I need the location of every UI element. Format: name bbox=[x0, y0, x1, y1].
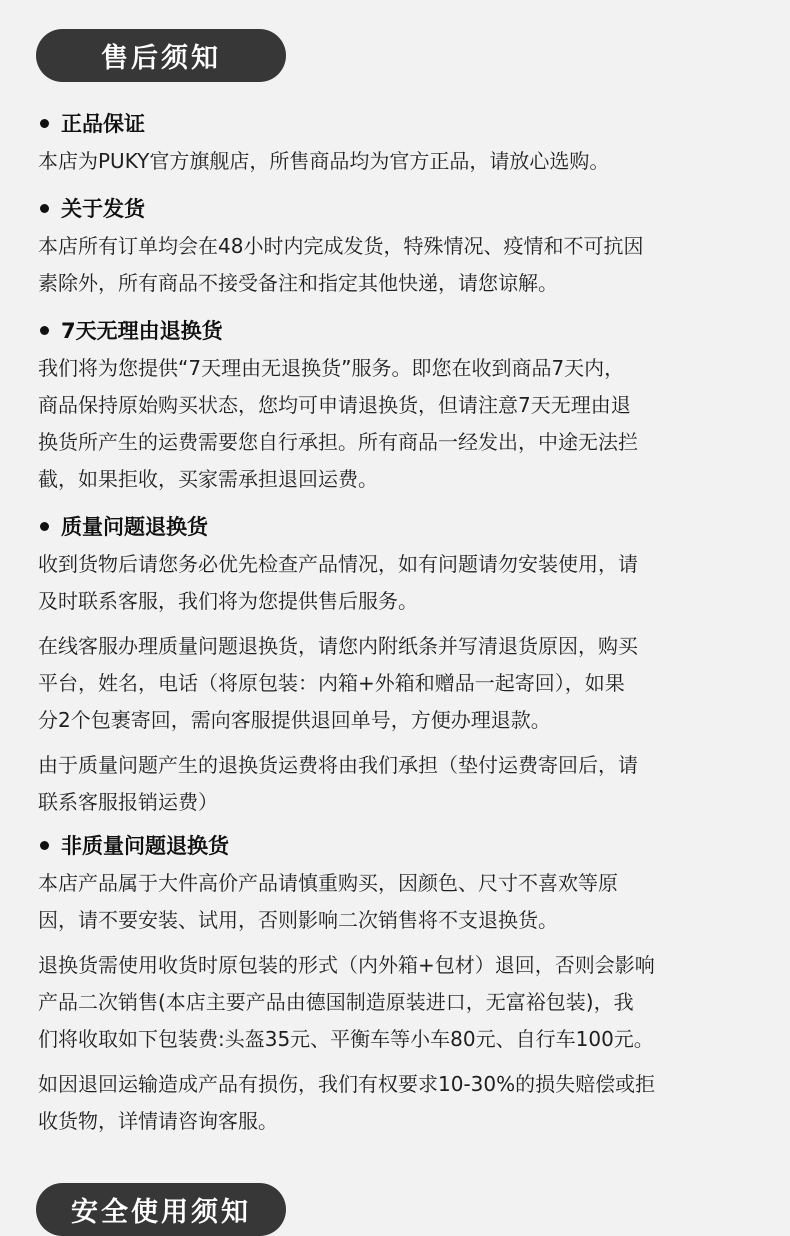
section-paragraph: 由于质量问题产生的退换货运费将由我们承担（垫付运费寄回后，请 联系客服报销运费） bbox=[38, 753, 638, 814]
section-7day-return bbox=[38, 310, 758, 498]
section-heading: 质量问题退换货 bbox=[38, 506, 758, 546]
section-heading: 正品保证 bbox=[38, 103, 758, 143]
section-paragraph: 我们将为您提供“7天理由无退换货”服务。即您在收到商品7天内， 商品保持原始购买状态，您均可申请退换货，但请注意7天无理由退 换货所产生的运费需要您自行承担。所有商品一经发出，中途无法拦 截，如果拒收，买家需承担退回运费。 bbox=[38, 356, 638, 491]
section-shipping bbox=[38, 188, 758, 302]
section-paragraph: 如因退回运输造成产品有损伤，我们有权要求10-30%的损失赔偿或拒 收货物，详情请咨询客服。 bbox=[38, 1072, 656, 1133]
section-paragraph: 在线客服办理质量问题退换货，请您内附纸条并写清退货原因，购买 平台，姓名，电话（将原包装：内箱+外箱和赠品一起寄回），如果 分2个包裹寄回，需向客服提供退回单号，方便办理退款。 bbox=[38, 634, 638, 732]
section-heading: 7天无理由退换货 bbox=[38, 310, 758, 350]
section-heading: 非质量问题退换货 bbox=[38, 825, 758, 865]
section-paragraph: 本店所有订单均会在48小时内完成发货，特殊情况、疫情和不可抗因 素除外，所有商品不接受备注和指定其他快递，请您谅解。 bbox=[38, 234, 644, 295]
section-quality-return bbox=[38, 506, 758, 821]
after-sales-title-badge bbox=[36, 29, 286, 82]
section-paragraph: 退换货需使用收货时原包装的形式（内外箱+包材）退回，否则会影响 产品二次销售(本店主要产品由德国制造原装进口，无富裕包装)，我 们将收取如下包装费:头盔35元、平衡车等小车80元、自行车100元。 bbox=[38, 953, 655, 1051]
section-non-quality-return bbox=[38, 825, 758, 1140]
safety-title-badge bbox=[36, 1183, 286, 1236]
safety-title: 安全使用须知 bbox=[71, 1197, 251, 1228]
bullet-icon bbox=[40, 326, 49, 335]
after-sales-title: 售后须知 bbox=[101, 43, 221, 74]
section-paragraph: 本店产品属于大件高价产品请慎重购买，因颜色、尺寸不喜欢等原 因，请不要安装、试用，否则影响二次销售将不支退换货。 bbox=[38, 871, 618, 932]
bullet-icon bbox=[40, 841, 49, 850]
bullet-icon bbox=[40, 204, 49, 213]
bullet-icon bbox=[40, 522, 49, 531]
after-sales-content bbox=[38, 103, 758, 1140]
section-paragraph: 本店为PUKY官方旗舰店，所售商品均为官方正品，请放心选购。 bbox=[38, 149, 610, 173]
section-paragraph: 收到货物后请您务必优先检查产品情况，如有问题请勿安装使用，请 及时联系客服，我们将为您提供售后服务。 bbox=[38, 552, 638, 613]
section-genuine-guarantee bbox=[38, 103, 758, 180]
section-heading: 关于发货 bbox=[38, 188, 758, 228]
bullet-icon bbox=[40, 119, 49, 128]
